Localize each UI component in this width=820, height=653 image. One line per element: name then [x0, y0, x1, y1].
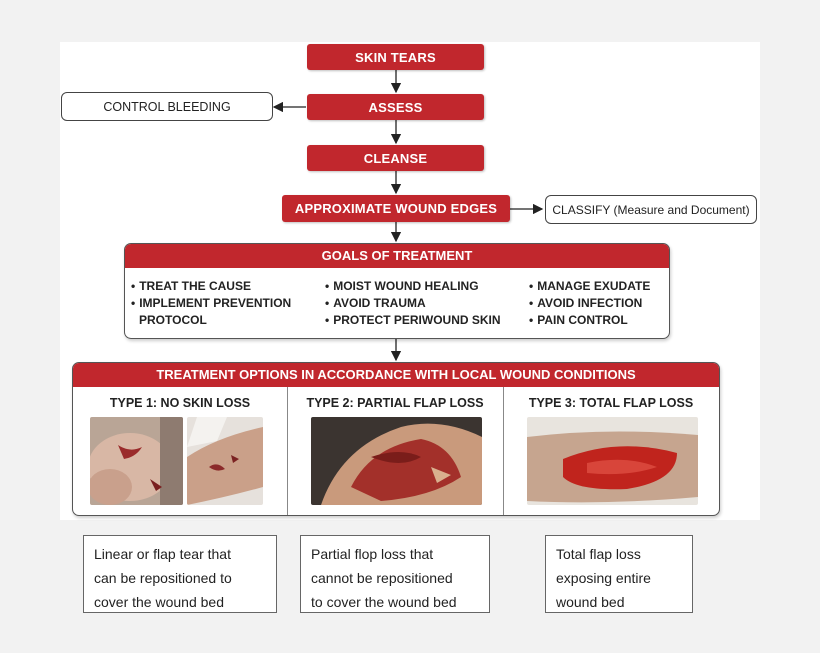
goals-column-1: [131, 278, 291, 329]
goal-item: • MOIST WOUND HEALING: [325, 278, 501, 295]
caption-line: can be repositioned to: [94, 570, 232, 586]
assess-box: ASSESS: [307, 94, 484, 120]
type-1-column: [73, 387, 288, 515]
type-2-column: [287, 387, 504, 515]
caption-line: Total flap loss: [556, 546, 641, 562]
goals-column-3: [529, 278, 650, 329]
goals-column-2: [325, 278, 501, 329]
skin-tears-box: SKIN TEARS: [307, 44, 484, 70]
treatment-title: TREATMENT OPTIONS IN ACCORDANCE WITH LOCAL WOUND CONDITIONS: [73, 363, 719, 387]
caption-line: Partial flop loss that: [311, 546, 434, 562]
goals-title: GOALS OF TREATMENT: [125, 244, 669, 268]
caption-line: wound bed: [556, 594, 625, 610]
type-2-photo: [311, 417, 482, 505]
treatment-options-box: [72, 362, 720, 516]
goals-of-treatment-box: [124, 243, 670, 339]
type-1-caption: [83, 535, 277, 613]
type-3-column: [503, 387, 719, 515]
caption-line: to cover the wound bed: [311, 594, 457, 610]
type-2-caption: [300, 535, 490, 613]
type-3-photo: [527, 417, 698, 505]
caption-line: cannot be repositioned: [311, 570, 453, 586]
goal-item-continuation: PROTOCOL: [139, 313, 207, 327]
goal-item: • AVOID TRAUMA: [325, 295, 501, 312]
control-bleeding-box: CONTROL BLEEDING: [61, 92, 273, 121]
goal-item: • PAIN CONTROL: [529, 312, 650, 329]
caption-line: Linear or flap tear that: [94, 546, 231, 562]
type-2-title: TYPE 2: PARTIAL FLAP LOSS: [306, 396, 484, 410]
goal-item: • IMPLEMENT PREVENTION: [131, 295, 291, 312]
cleanse-box: CLEANSE: [307, 145, 484, 171]
type-1-title: TYPE 1: NO SKIN LOSS: [109, 396, 251, 410]
type-1-photo-right: [187, 417, 263, 505]
caption-line: exposing entire: [556, 570, 651, 586]
goal-item: • MANAGE EXUDATE: [529, 278, 650, 295]
goal-item: • AVOID INFECTION: [529, 295, 650, 312]
type-3-title: TYPE 3: TOTAL FLAP LOSS: [528, 396, 694, 410]
classify-box: CLASSIFY (Measure and Document): [545, 195, 757, 224]
goal-item: • PROTECT PERIWOUND SKIN: [325, 312, 501, 329]
type-3-caption: [545, 535, 693, 613]
goal-item: • TREAT THE CAUSE: [131, 278, 291, 295]
approximate-wound-edges-box: APPROXIMATE WOUND EDGES: [282, 195, 510, 222]
caption-line: cover the wound bed: [94, 594, 224, 610]
type-1-photo-left: [90, 417, 183, 505]
